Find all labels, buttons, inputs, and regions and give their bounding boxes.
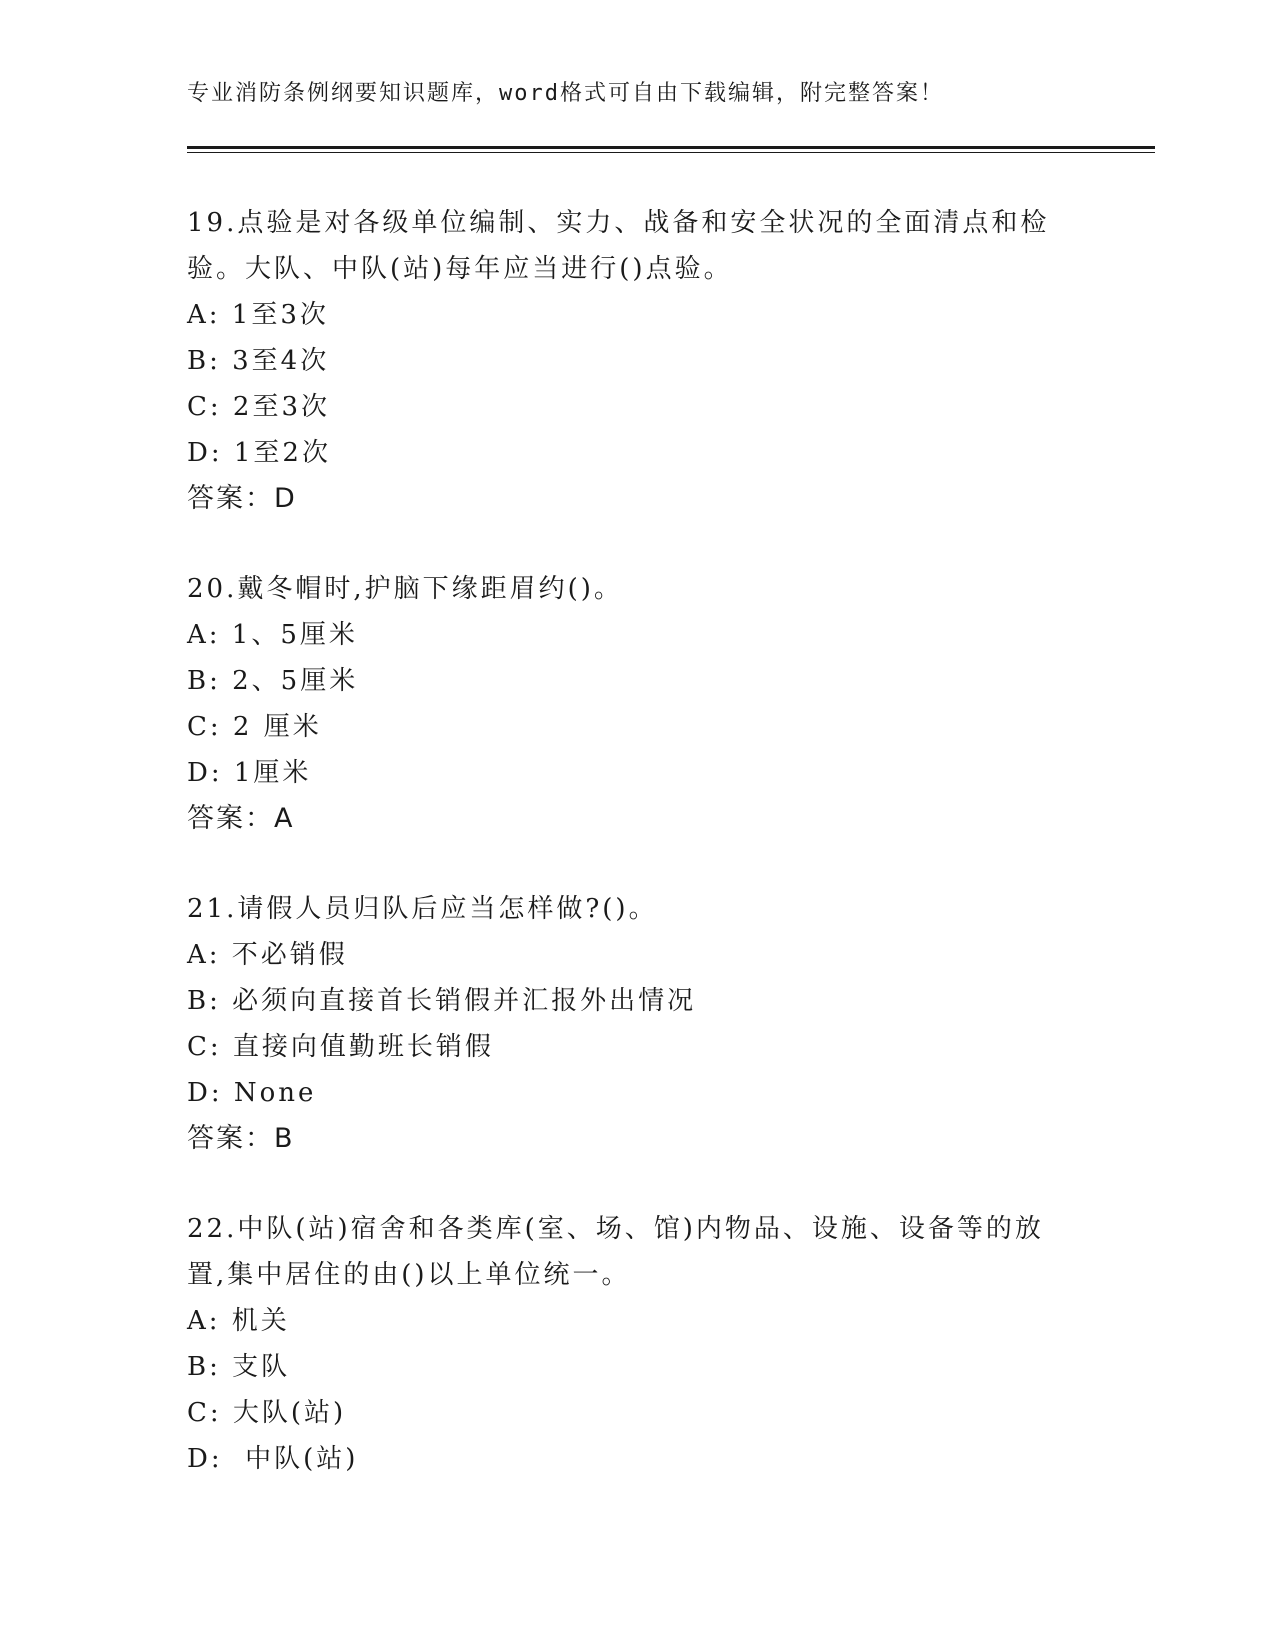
option-c: C: 2 厘米: [187, 712, 322, 742]
page-header: 专业消防条例纲要知识题库，word格式可自由下载编辑，附完整答案！: [187, 81, 944, 106]
option-c: C: 2至3次: [187, 392, 331, 422]
header-rule-thin: [187, 152, 1155, 153]
question-text: 21.请假人员归队后应当怎样做?()。: [187, 894, 658, 924]
question-text: 20.戴冬帽时,护脑下缘距眉约()。: [187, 574, 623, 604]
option-c: C: 直接向值勤班长销假: [187, 1032, 494, 1062]
question-20: [187, 566, 1087, 842]
option-b: B: 3至4次: [187, 346, 330, 376]
option-d: D: None: [187, 1078, 317, 1108]
question-19: [187, 200, 1087, 522]
option-a: A: 1、5厘米: [187, 620, 358, 650]
option-a: A: 机关: [187, 1306, 290, 1336]
question-22: [187, 1206, 1087, 1482]
question-21: [187, 886, 1087, 1162]
option-b: B: 必须向直接首长销假并汇报外出情况: [187, 986, 697, 1016]
option-d: D: 中队(站): [187, 1444, 359, 1474]
option-c: C: 大队(站): [187, 1398, 347, 1428]
answer-line: 答案：A: [187, 803, 295, 834]
option-b: B: 2、5厘米: [187, 666, 359, 696]
answer-line: 答案：D: [187, 483, 297, 514]
option-a: A: 1至3次: [187, 300, 329, 330]
option-b: B: 支队: [187, 1352, 291, 1382]
option-d: D: 1厘米: [187, 758, 312, 788]
question-text: 19.点验是对各级单位编制、实力、战备和安全状况的全面清点和检验。大队、中队(站)每年应当进行()点验。: [187, 208, 1050, 284]
question-text: 22.中队(站)宿舍和各类库(室、场、馆)内物品、设施、设备等的放置,集中居住的由()以上单位统一。: [187, 1214, 1044, 1290]
option-d: D: 1至2次: [187, 438, 331, 468]
answer-line: 答案：B: [187, 1123, 295, 1154]
option-a: A: 不必销假: [187, 940, 348, 970]
question-list: [187, 200, 1087, 1526]
header-rule-thick: [187, 146, 1155, 149]
